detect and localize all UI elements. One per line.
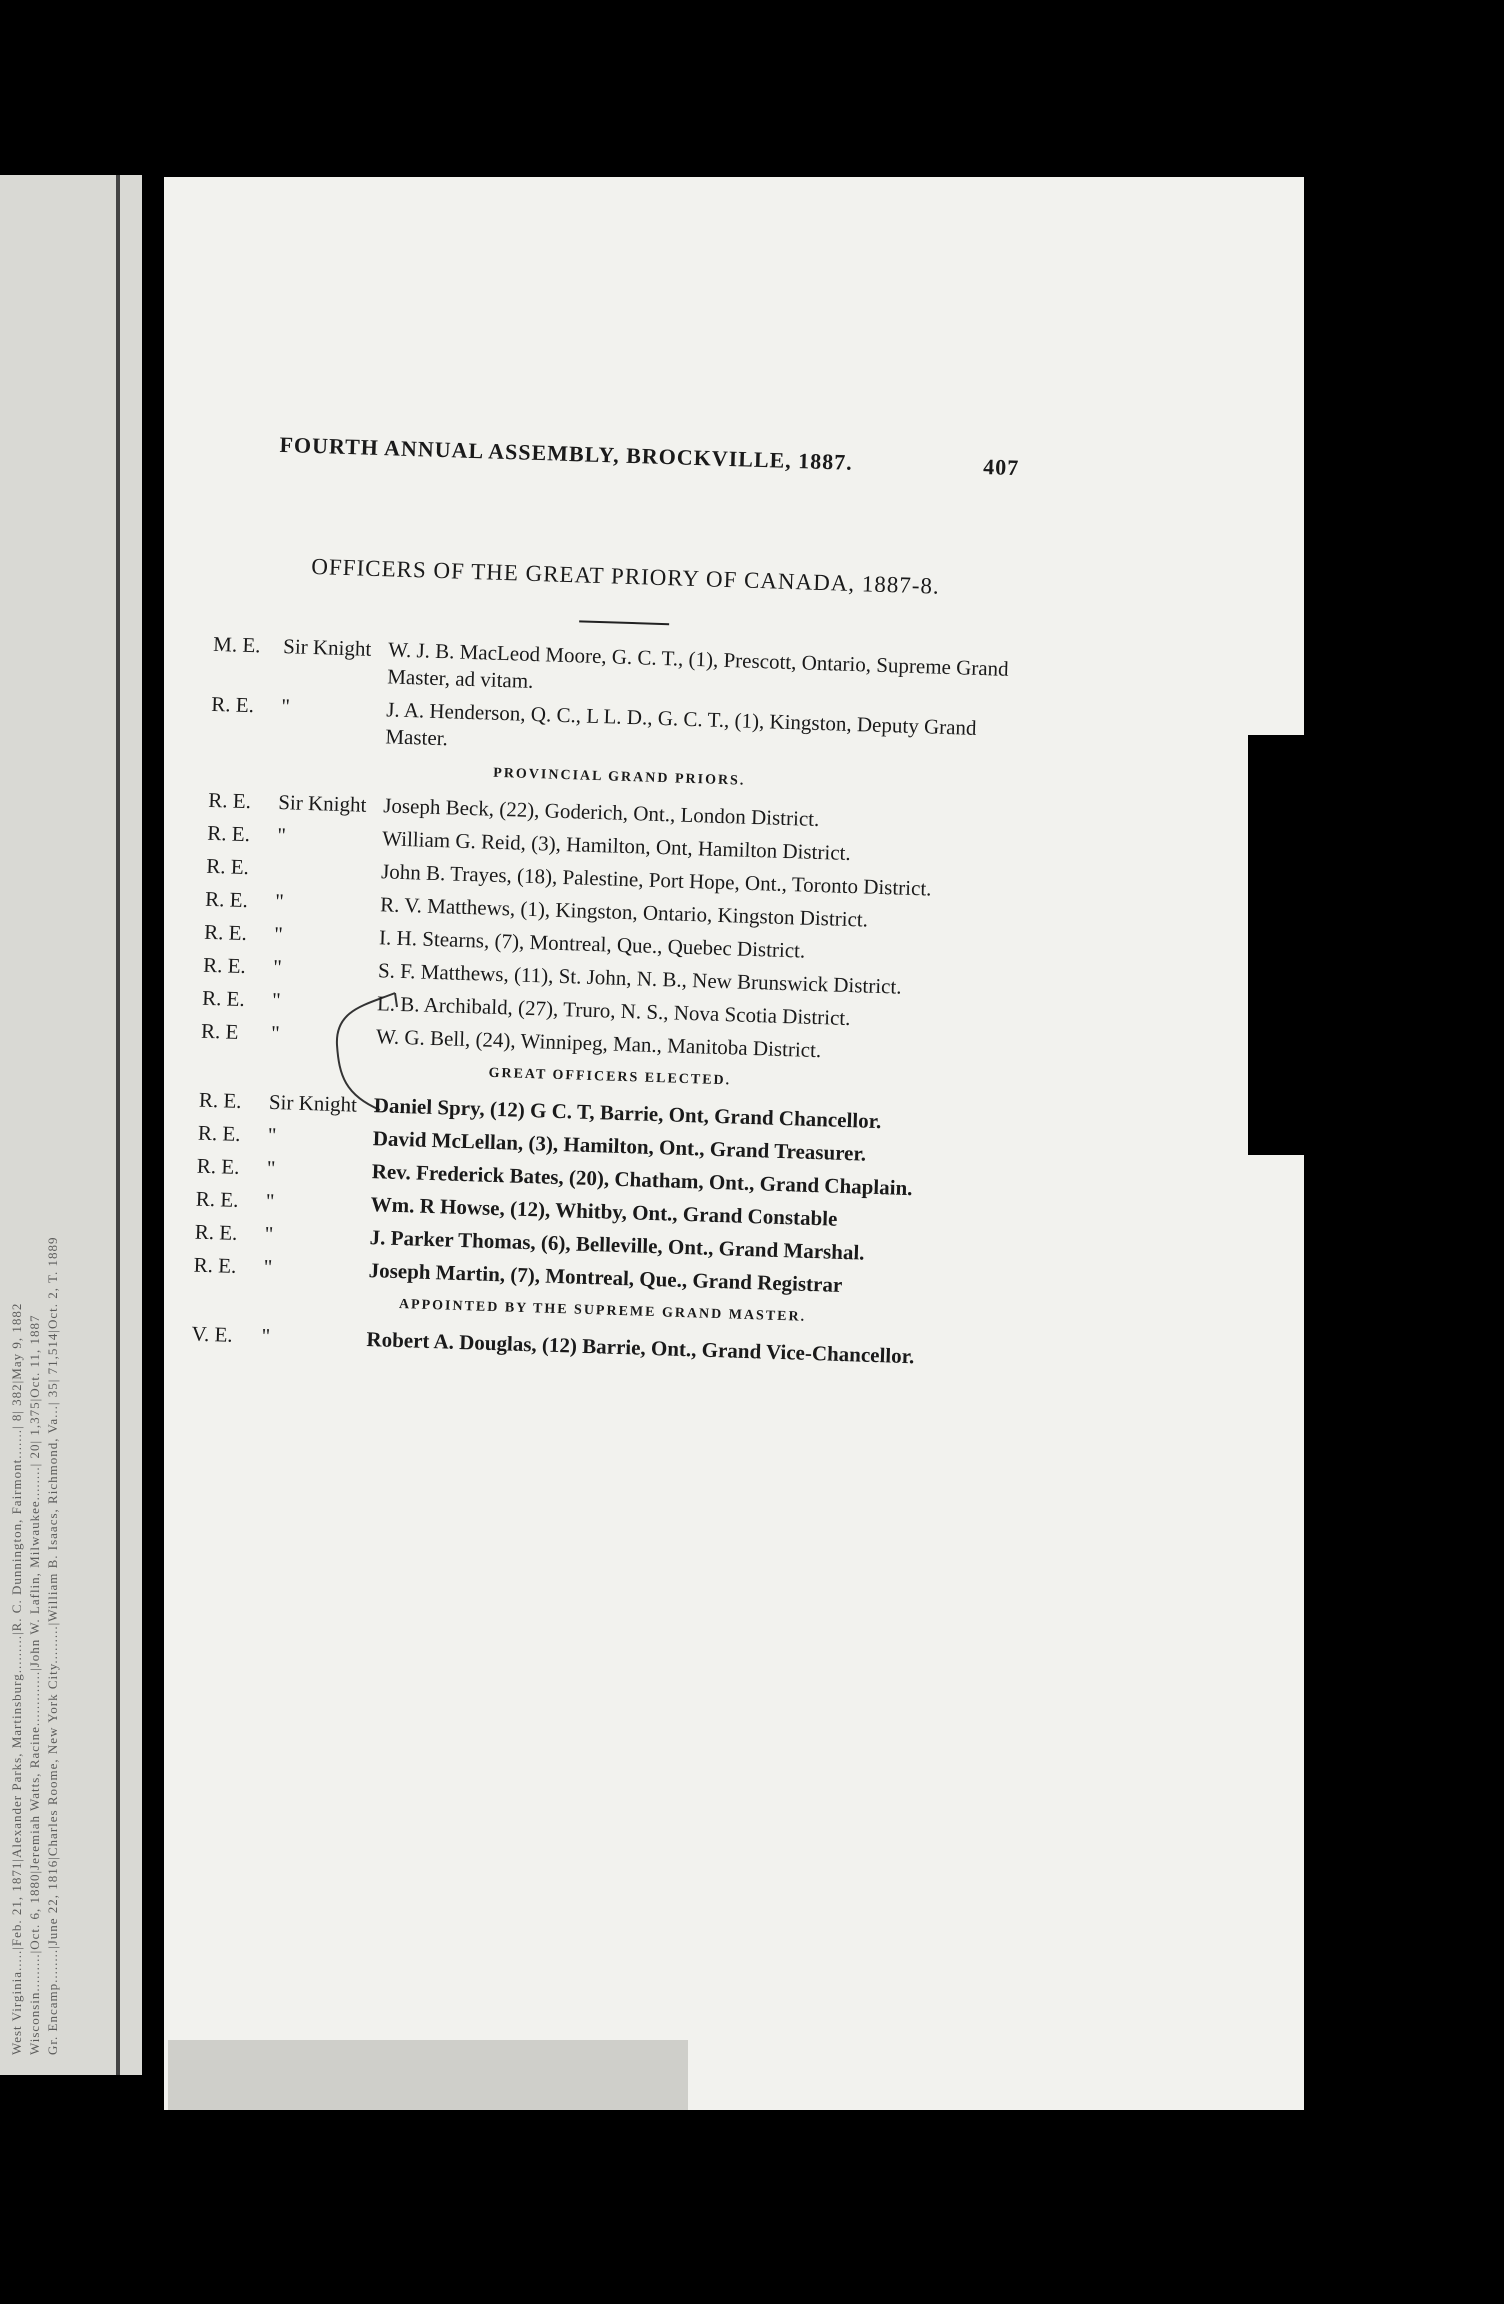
great-officer-text: Wm. R Howse, (12), Whitby, Ont., Grand Constable [370,1192,838,1231]
officer-rank: M. E. [212,631,261,658]
previous-page-line: West Virginia.....|Feb. 21, 1871|Alexander Parks, Martinsburg.........|R. C. Dunnington, Fairmont.......| 8| 382|May 9, 1882 [9,1302,24,2055]
officer-text: J. A. Henderson, Q. C., L L. D., G. C. T., (1), Kingston, Deputy Grand Master. [385,697,977,751]
previous-page-table-text [8,555,108,2055]
great-officer-title: " [267,1122,277,1148]
prior-rank: R. E. [208,787,252,814]
great-officer-title: Sir Knight [268,1089,358,1117]
great-officer-text: David McLellan, (3), Hamilton, Ont., Grand Treasurer. [372,1126,867,1166]
prior-text: L. B. Archibald, (27), Truro, N. S., Nova Scotia District. [376,991,851,1031]
appointed-heading: APPOINTED BY THE SUPREME GRAND MASTER. [398,1297,807,1325]
prior-text: I. H. Stearns, (7), Montreal, Que., Quebec District. [378,925,806,963]
great-officer-rank: R. E. [194,1219,238,1245]
great-officer-text: Rev. Frederick Bates, (20), Chatham, Ont., Grand Chaplain. [371,1159,913,1201]
prior-text: S. F. Matthews, (11), St. John, N. B., New Brunswick District. [377,958,902,999]
provincial-priors-list [201,787,1029,1071]
great-officer-rank: R. E. [197,1120,241,1146]
previous-page-line: Wisconsin.........|Oct. 6, 1880|Jeremiah Watts, Racine.............|John W. Laflin, Milwaukee........| 20| 1,375|Oct. 11, 1887 [27,1314,42,2055]
page-edge-tear [1248,735,1304,1155]
prior-rank: R. E [200,1018,239,1044]
great-officer-rank: R. E. [193,1252,237,1278]
officer-title: Sir Knight [282,634,372,661]
prior-title: " [274,888,285,914]
great-officer-rank: R. E. [195,1186,239,1212]
prior-title: " [276,823,287,848]
prior-text: John B. Trayes, (18), Palestine, Port Hope, Ont., Toronto District. [380,859,932,901]
great-officer-title: " [264,1221,274,1247]
prior-text: R. V. Matthews, (1), Kingston, Ontario, Kingston District. [379,892,869,932]
previous-page-line: Gr. Encamp........|June 22, 1816|Charles Roome, New York City.........|William B. Isaacs, Richmond, Va...| 35| 71,514|Oct. 2, T. 1889 [45,1236,60,2055]
running-head-title: FOURTH ANNUAL ASSEMBLY, BROCKVILLE, 1887. [279,431,854,475]
great-officer-title: " [265,1188,275,1214]
prior-rank: R. E. [201,985,246,1012]
appointed-text: Robert A. Douglas, (12) Barrie, Ont., Grand Vice-Chancellor. [366,1327,915,1369]
document-content [191,430,1040,1379]
prior-rank: R. E. [204,886,249,913]
title-divider [579,620,669,625]
prior-rank: R. E. [203,919,248,946]
great-officer-title: " [266,1155,276,1181]
prior-text: Joseph Beck, (22), Goderich, Ont., London District. [382,793,820,832]
prior-title [276,855,382,885]
great-officer-rank: R. E. [196,1153,240,1179]
officer-rank: R. E. [211,691,255,718]
great-officer-text: Joseph Martin, (7), Montreal, Que., Grand Registrar [368,1258,843,1297]
great-officers-heading: GREAT OFFICERS ELECTED. [488,1065,732,1089]
provincial-priors-heading: PROVINCIAL GRAND PRIORS. [493,765,746,789]
top-officers-list [210,631,1033,771]
appointed-title: " [261,1323,271,1349]
column-rule [116,175,120,2075]
prior-rank: R. E. [202,952,247,979]
prior-title: Sir Knight [277,790,367,817]
page-title: OFFICERS OF THE GREAT PRIORY OF CANADA, 1887-8. [311,553,941,599]
appointed-rank: V. E. [191,1321,234,1347]
prior-title: " [273,921,284,947]
prior-rank: R. E. [205,853,250,880]
great-officer-title: " [263,1254,273,1280]
prior-title: " [270,1020,281,1046]
page-bottom-fold [168,2040,688,2110]
prior-title: " [271,987,282,1013]
previous-page-sliver [0,175,142,2075]
prior-text: W. G. Bell, (24), Winnipeg, Man., Manitoba District. [375,1024,822,1063]
officer-text: W. J. B. MacLeod Moore, G. C. T., (1), Prescott, Ontario, Supreme Grand Master, ad vitam. [386,637,1010,693]
officer-title: " [280,694,291,719]
great-officer-rank: R. E. [198,1087,242,1114]
prior-title: " [272,954,283,980]
prior-rank: R. E. [206,820,251,847]
page-number: 407 [982,453,1020,481]
great-officer-text: J. Parker Thomas, (6), Belleville, Ont., Grand Marshal. [369,1225,865,1265]
great-officers-list [193,1087,1019,1305]
great-officer-text: Daniel Spry, (12) G C. T, Barrie, Ont, Grand Chancellor. [373,1093,882,1134]
prior-text: William G. Reid, (3), Hamilton, Ont, Hamilton District. [381,826,852,866]
book-gutter [142,175,164,2075]
